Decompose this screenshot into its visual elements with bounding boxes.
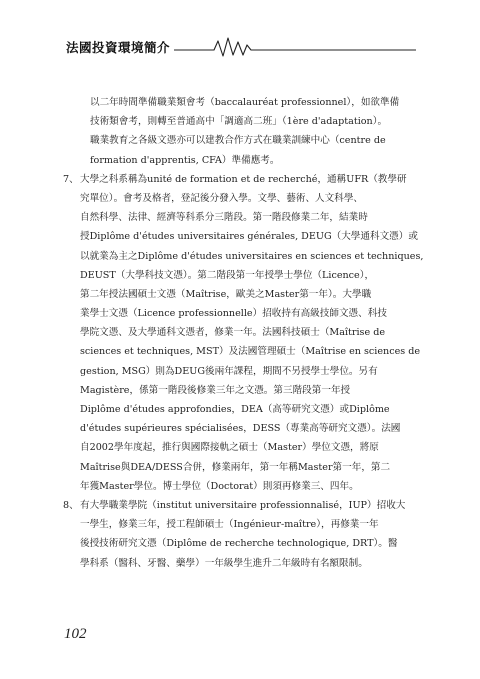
text-line: 後授技術研究文憑（Diplôme de recherche technologique, DRT）。醫 <box>80 538 398 550</box>
text-line: 學院文憑、及大學通科文憑者，修業一年。法國科技碩士（Maîtrise de <box>80 327 386 339</box>
text-line: formation d'apprentis, CFA）準備應考。 <box>90 154 280 166</box>
text-line: 技術類會考，則轉至普通高中「調適高二班」（1ère d'adaptation）。 <box>90 116 388 128</box>
running-header <box>66 36 416 58</box>
text-line: sciences et techniques, MST）及法國管理碩士（Maîtrise en sciences de <box>80 346 421 358</box>
text-line: gestion, MSG）則為DEUG後兩年課程，期間不另授學士學位。另有 <box>80 365 378 377</box>
text-line: 究單位）。會考及格者，登記後分發入學。文學、藝術、人文科學、 <box>80 192 364 204</box>
text-line: 學科系（醫科、牙醫、藥學）一年級學生進升二年級時有名額限制。 <box>80 557 368 569</box>
text-line: 一學生，修業三年，授工程師碩士（Ingénieur-maître），再修業一年 <box>80 519 379 531</box>
list-item-8 <box>63 496 416 573</box>
text-line: 自然科學、法律、經濟等科系分三階段。第一階段修業二年，結業時 <box>80 212 368 224</box>
continuation-paragraph <box>80 93 416 170</box>
item-number: 8、 <box>63 499 79 511</box>
main-text <box>63 93 424 573</box>
text-line: Diplôme d'études approfondies，DEA（高等研究文憑）或Diplôme <box>80 404 390 415</box>
list-item-7 <box>63 170 424 496</box>
text-line: 大學之科系稱為unité de formation et de recherché，通稱UFR（教學研 <box>80 173 407 185</box>
text-line: 業學士文憑（Licence professionnelle）招收持有高級技師文憑、科技 <box>80 308 387 320</box>
text-line: 以就業為主之Diplôme d'études universitaires en sciences et techniques, <box>80 250 424 262</box>
text-line: d'études supérieures spécialisées，DESS（專業高等研究文憑）。法國 <box>80 423 401 435</box>
text-line: 年獲Master學位。博士學位（Doctorat）則須再修業三、四年。 <box>80 480 359 492</box>
text-line: 第二年授法國碩士文憑（Maîtrise，歐美之Master第一年）。大學職 <box>80 288 372 300</box>
text-line: Magistère，係第一階段後修業三年之文憑。第三階段第一年授 <box>80 384 351 396</box>
text-line: 職業教育之各級文憑亦可以建教合作方式在職業訓練中心（centre de <box>90 135 386 147</box>
item-number: 7、 <box>63 173 79 185</box>
text-line: 有大學職業學院（institut universitaire professionnalisé，IUP）招收大 <box>80 499 406 511</box>
page-number: 102 <box>64 626 87 642</box>
text-line: Maîtrise與DEA/DESS合併，修業兩年，第一年稱Master第一年，第二 <box>80 461 391 473</box>
text-line: 授Diplôme d'études universitaires générales, DEUG（大學通科文憑）或 <box>80 231 418 243</box>
text-line: DEUST（大學科技文憑）。第二階段第一年授學士學位（Licence）， <box>80 269 375 281</box>
text-line: 自2002學年度起，推行與國際接軌之碩士（Master）學位文憑，將原 <box>80 442 379 454</box>
text-line: 以二年時間準備職業類會考（baccalauréat professionnel），如欲準備 <box>90 97 400 108</box>
header-title: 法國投資環境簡介 <box>66 40 171 55</box>
